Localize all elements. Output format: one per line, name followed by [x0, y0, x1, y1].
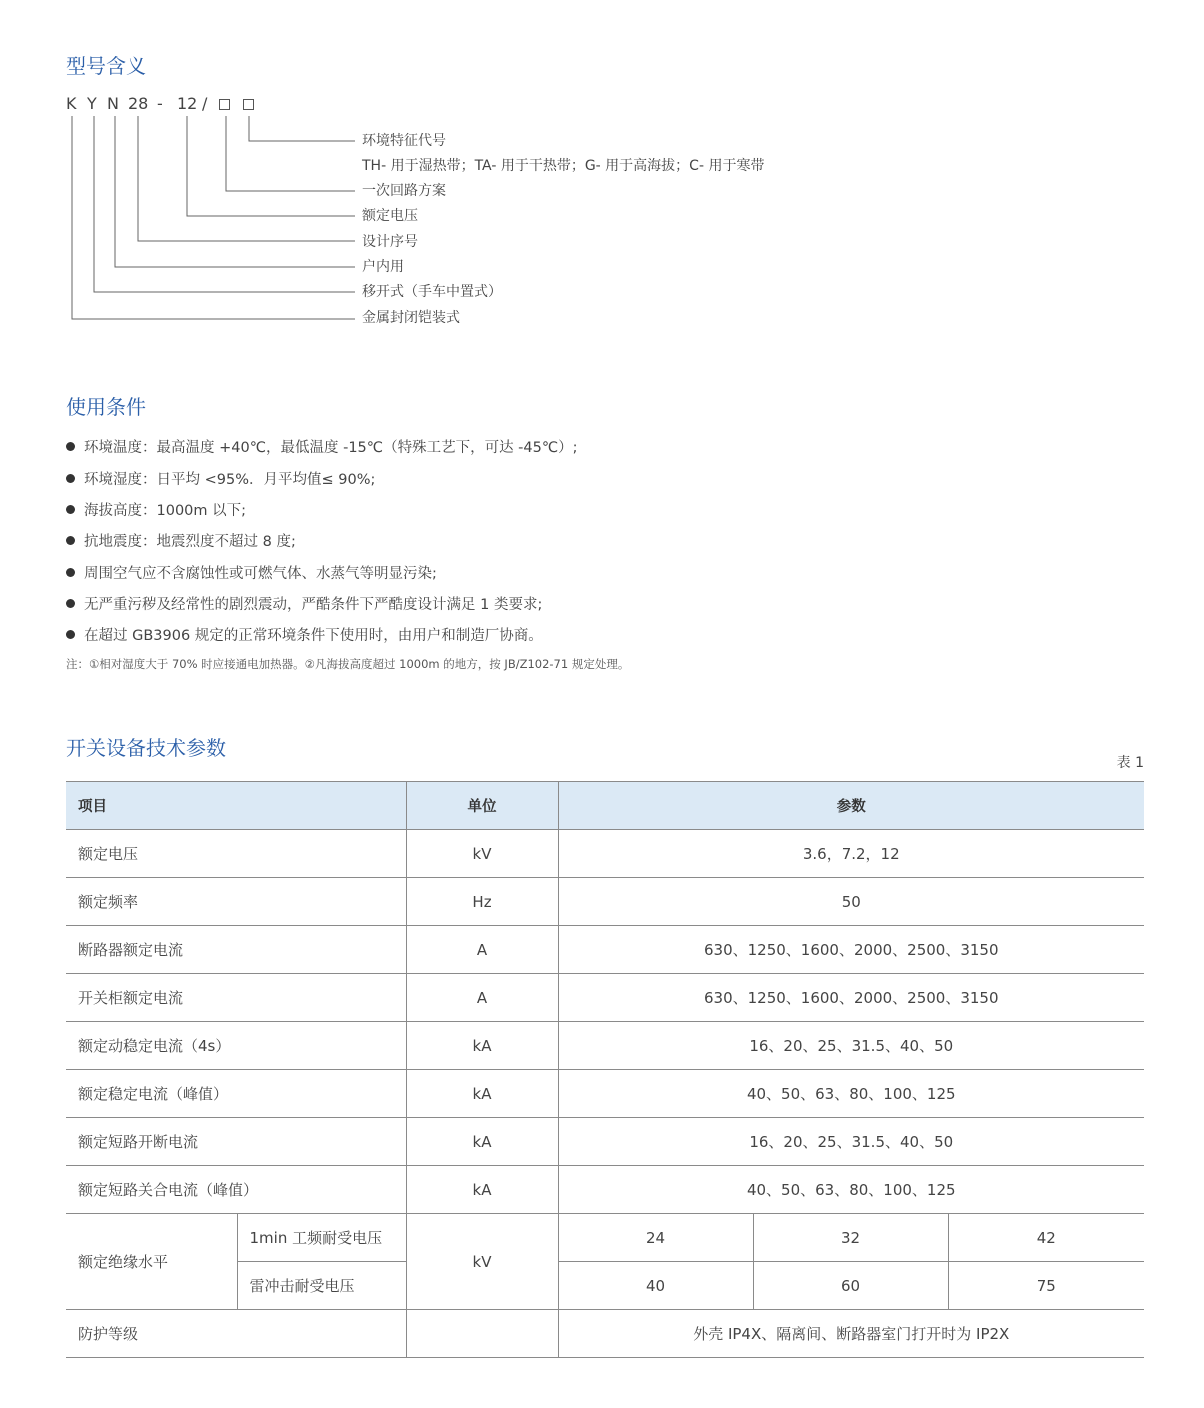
- insulation-value: 42: [948, 1214, 1144, 1262]
- code-voltage: 12: [177, 94, 198, 113]
- protection-unit: [406, 1310, 558, 1358]
- row-item: 额定动稳定电流（4s）: [66, 1022, 406, 1070]
- row-unit: A: [406, 926, 558, 974]
- table-row: [66, 1070, 1144, 1118]
- header-item: 项目: [66, 782, 406, 830]
- code-char-n: N: [107, 94, 119, 113]
- condition-item: 环境湿度：日平均 <95%．月平均值≤ 90%;: [66, 470, 375, 490]
- insulation-unit: kV: [406, 1214, 558, 1310]
- table-row: [66, 1166, 1144, 1214]
- params-table: [66, 781, 1144, 1358]
- table-row-protection: [66, 1310, 1144, 1358]
- protection-value: 外壳 IP4X、隔离间、断路器室门打开时为 IP2X: [558, 1310, 1144, 1358]
- insulation-value: 60: [753, 1262, 948, 1310]
- bullet-icon: [66, 568, 75, 577]
- row-value: 40、50、63、80、100、125: [558, 1166, 1144, 1214]
- section-title-params: 开关设备技术参数: [66, 736, 226, 760]
- row-item: 额定短路开断电流: [66, 1118, 406, 1166]
- row-item: 开关柜额定电流: [66, 974, 406, 1022]
- table-row-insulation: [66, 1214, 1144, 1262]
- insulation-value: 40: [558, 1262, 753, 1310]
- table-row: [66, 830, 1144, 878]
- row-item: 额定稳定电流（峰值）: [66, 1070, 406, 1118]
- bullet-icon: [66, 536, 75, 545]
- label-indoor: 户内用: [362, 259, 404, 275]
- code-char-y: Y: [87, 94, 97, 113]
- code-slash: /: [202, 94, 208, 113]
- bullet-icon: [66, 630, 75, 639]
- row-item: 额定短路关合电流（峰值）: [66, 1166, 406, 1214]
- label-primary-scheme: 一次回路方案: [362, 183, 446, 199]
- label-metal-clad: 金属封闭铠装式: [362, 310, 460, 326]
- section-title-model: 型号含义: [66, 54, 146, 78]
- row-unit: Hz: [406, 878, 558, 926]
- insulation-value: 75: [948, 1262, 1144, 1310]
- table-number: 表 1: [1116, 755, 1144, 771]
- row-value: 630、1250、1600、2000、2500、3150: [558, 926, 1144, 974]
- table-header-row: [66, 782, 1144, 830]
- condition-item: 抗地震度：地震烈度不超过 8 度;: [66, 532, 296, 552]
- row-item: 额定频率: [66, 878, 406, 926]
- row-unit: kV: [406, 830, 558, 878]
- section-title-conditions: 使用条件: [66, 395, 146, 419]
- condition-item: 在超过 GB3906 规定的正常环境条件下使用时，由用户和制造厂协商。: [66, 626, 543, 646]
- label-withdrawable: 移开式（手车中置式）: [362, 284, 502, 300]
- code-design-no: 28: [128, 94, 149, 113]
- conditions-note: 注：①相对湿度大于 70% 时应接通电加热器。②凡海拔高度超过 1000m 的地方，按 JB/Z102-71 规定处理。: [66, 657, 630, 671]
- code-dash: -: [157, 94, 163, 113]
- row-unit: kA: [406, 1070, 558, 1118]
- table-row: [66, 974, 1144, 1022]
- header-unit: 单位: [406, 782, 558, 830]
- condition-item: 海拔高度：1000m 以下;: [66, 501, 246, 521]
- row-value: 50: [558, 878, 1144, 926]
- row-value: 16、20、25、31.5、40、50: [558, 1118, 1144, 1166]
- row-unit: A: [406, 974, 558, 1022]
- insulation-value: 32: [753, 1214, 948, 1262]
- header-params: 参数: [558, 782, 1144, 830]
- table-row: [66, 1118, 1144, 1166]
- condition-item: 环境温度：最高温度 +40℃，最低温度 -15℃（特殊工艺下，可达 -45℃）;: [66, 438, 578, 458]
- row-unit: kA: [406, 1022, 558, 1070]
- row-item: 断路器额定电流: [66, 926, 406, 974]
- bullet-icon: [66, 474, 75, 483]
- insulation-item: 额定绝缘水平: [66, 1214, 237, 1310]
- table-row: [66, 1022, 1144, 1070]
- protection-item: 防护等级: [66, 1310, 406, 1358]
- row-value: 630、1250、1600、2000、2500、3150: [558, 974, 1144, 1022]
- row-unit: kA: [406, 1166, 558, 1214]
- bullet-icon: [66, 599, 75, 608]
- label-env-code: 环境特征代号: [362, 133, 446, 149]
- condition-item: 周围空气应不含腐蚀性或可燃气体、水蒸气等明显污染;: [66, 564, 437, 584]
- condition-item: 无严重污秽及经常性的剧烈震动，严酷条件下严酷度设计满足 1 类要求;: [66, 595, 542, 615]
- insulation-sub-label: 雷冲击耐受电压: [237, 1262, 406, 1310]
- row-unit: kA: [406, 1118, 558, 1166]
- bullet-icon: [66, 442, 75, 451]
- label-rated-voltage: 额定电压: [362, 208, 418, 224]
- table-row: [66, 926, 1144, 974]
- code-char-k: K: [66, 94, 77, 113]
- label-design-no: 设计序号: [362, 234, 418, 250]
- label-env-detail: TH- 用于湿热带；TA- 用于干热带；G- 用于高海拔；C- 用于寒带: [362, 158, 765, 174]
- bullet-icon: [66, 505, 75, 514]
- row-value: 40、50、63、80、100、125: [558, 1070, 1144, 1118]
- row-value: 16、20、25、31.5、40、50: [558, 1022, 1144, 1070]
- model-code-diagram: [0, 0, 1204, 340]
- insulation-value: 24: [558, 1214, 753, 1262]
- insulation-sub-label: 1min 工频耐受电压: [237, 1214, 406, 1262]
- row-value: 3.6，7.2，12: [558, 830, 1144, 878]
- row-item: 额定电压: [66, 830, 406, 878]
- table-row: [66, 878, 1144, 926]
